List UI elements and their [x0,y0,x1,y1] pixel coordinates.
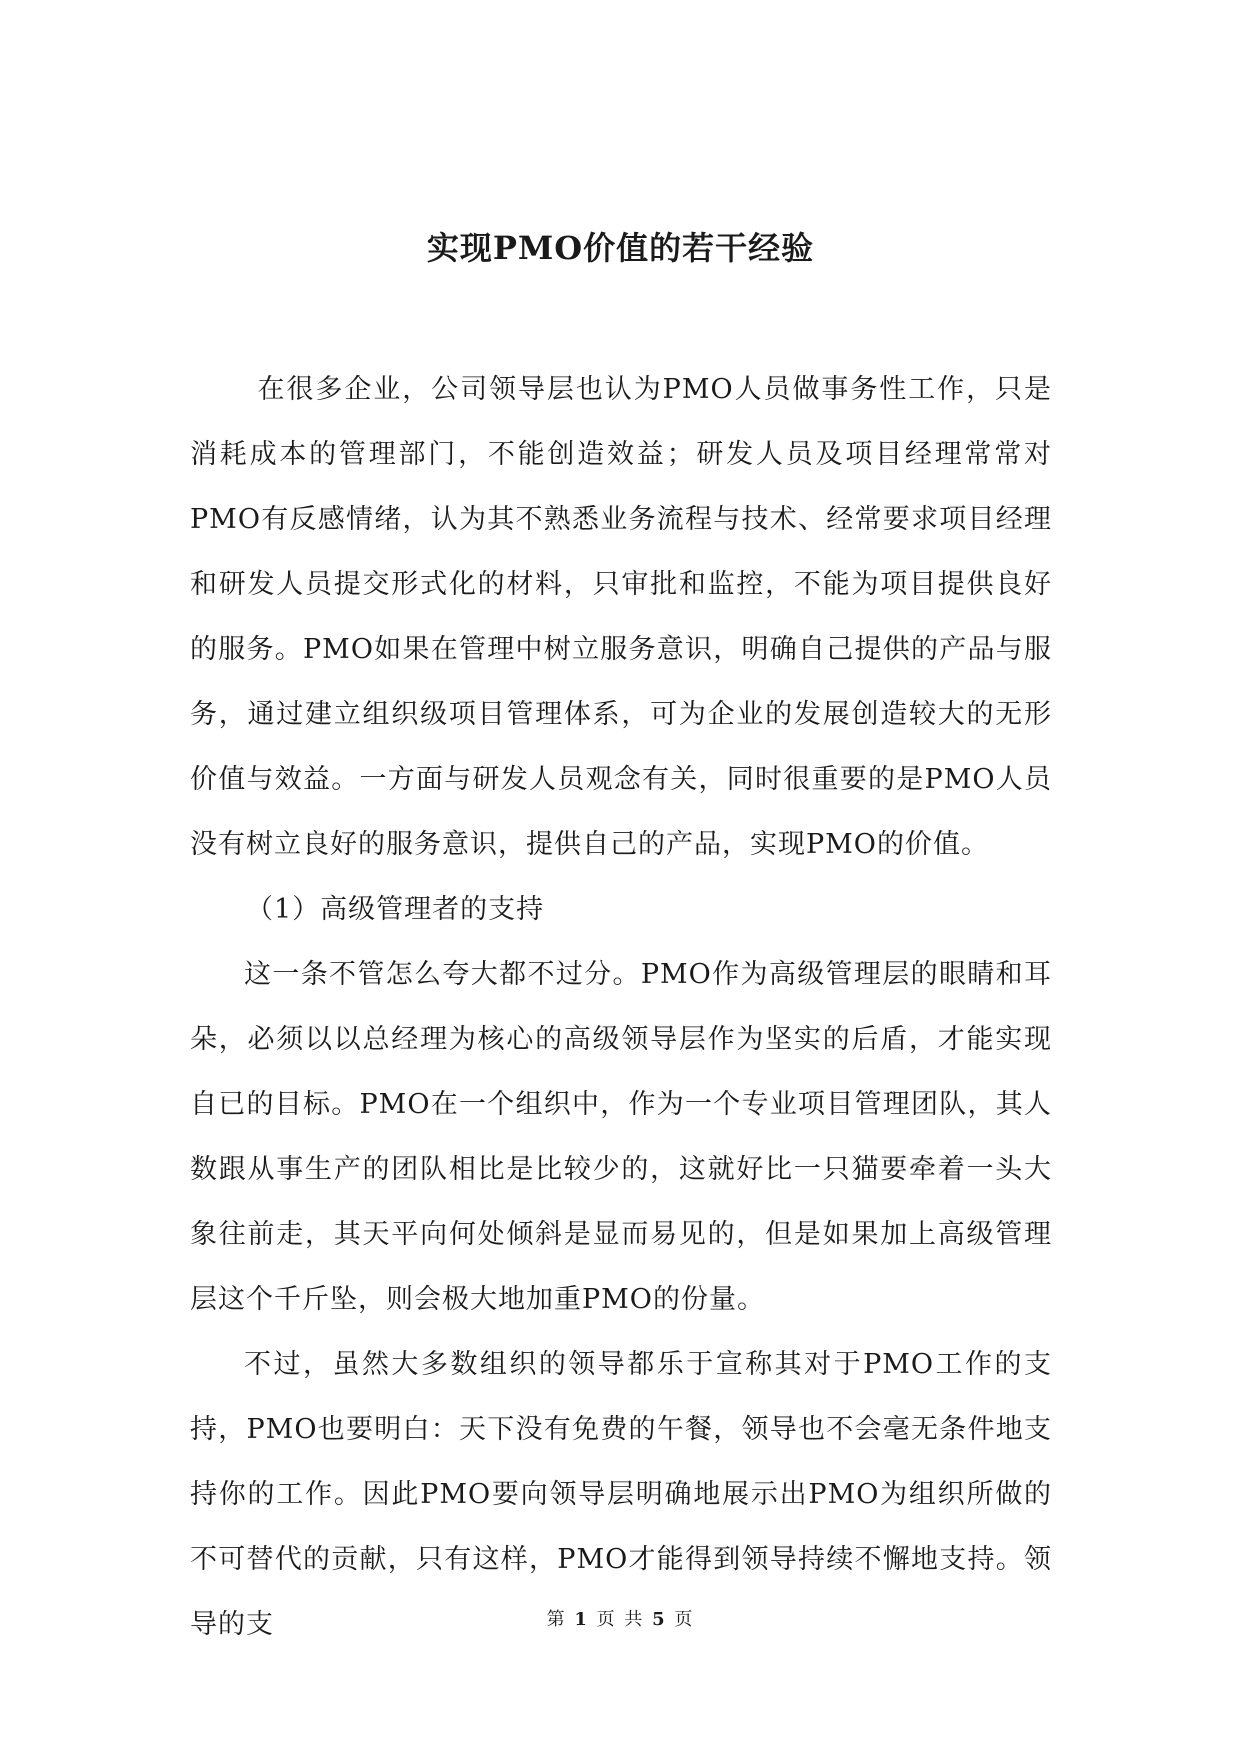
page-footer [0,1608,1241,1632]
section-paragraph-2: 不过，虽然大多数组织的领导都乐于宣称其对于PMO工作的支持，PMO也要明白：天下没有免费的午餐，领导也不会毫无条件地支持你的工作。因此PMO要向领导层明确地展示出PMO为组织所做的不可替代的贡献，只有这样，PMO才能得到领导持续不懈地支持。领导的支 [190,1349,1052,1640]
section-heading: （1）高级管理者的支持 [246,894,545,925]
document-body [190,357,1052,1657]
footer-suffix: 页 [674,1609,695,1630]
footer-middle: 页 共 [596,1609,645,1630]
footer-prefix: 第 [546,1609,567,1630]
intro-paragraph: 在很多企业，公司领导层也认为PMO人员做事务性工作，只是消耗成本的管理部门，不能创造效益；研发人员及项目经理常常对PMO有反感情绪，认为其不熟悉业务流程与技术、经常要求项目经理和研发人员提交形式化的材料，只审批和监控，不能为项目提供良好的服务。PMO如果在管理中树立服务意识，明确自己提供的产品与服务，通过建立组织级项目管理体系，可为企业的发展创造较大的无形价值与效益。一方面与研发人员观念有关，同时很重要的是PMO人员没有树立良好的服务意识，提供自己的产品，实现PMO的价值。 [190,374,1052,860]
footer-current-page: 1 [574,1609,589,1630]
document-title: 实现PMO价值的若干经验 [426,229,815,267]
footer-total-pages: 5 [652,1609,667,1630]
section-paragraph-1: 这一条不管怎么夸大都不过分。PMO作为高级管理层的眼睛和耳朵，必须以以总经理为核心的高级领导层作为坚实的后盾，才能实现自已的目标。PMO在一个组织中，作为一个专业项目管理团队，其人数跟从事生产的团队相比是比较少的，这就好比一只猫要牵着一头大象往前走，其天平向何处倾斜是显而易见的，但是如果加上高级管理层这个千斤坠，则会极大地加重PMO的份量。 [190,959,1052,1315]
